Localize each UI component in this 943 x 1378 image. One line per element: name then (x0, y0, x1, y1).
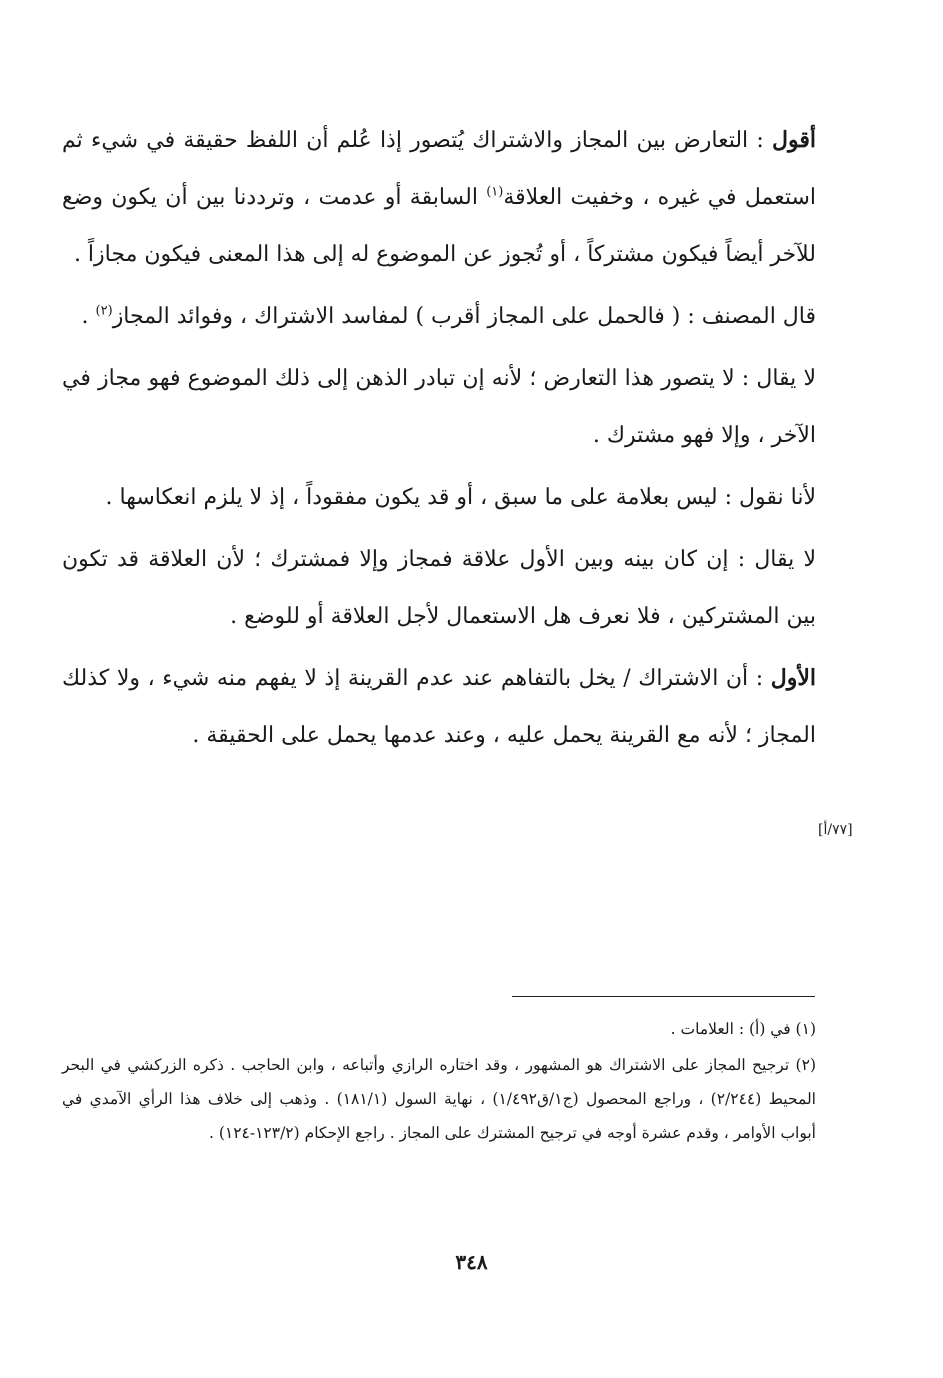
page-number: ٣٤٨ (455, 1250, 488, 1274)
main-text-body (62, 112, 816, 769)
paragraph-3 (62, 350, 816, 464)
footnote-ref-2[interactable]: (٢) (95, 303, 113, 319)
paragraph-6 (62, 650, 816, 764)
paragraph-text: السابقة أو عدمت ، وترددنا بين أن يكون وضع للآخر أيضاً فيكون مشتركاً ، أو تُجوز عن الموضوع له إلى هذا المعنى فيكون مجازاً . (62, 185, 816, 267)
footnotes (62, 1012, 816, 1152)
paragraph-text: لا يقال : لا يتصور هذا التعارض ؛ لأنه إن تبادر الذهن إلى ذلك الموضوع فهو مجاز في الآخر ، وإلا فهو مشترك . (62, 366, 816, 448)
paragraph-4 (62, 469, 816, 526)
paragraph-text: لا يقال : إن كان بينه وبين الأول علاقة فمجاز وإلا فمشترك ؛ لأن العلاقة قد تكون بين المشتركين ، فلا نعرف هل الاستعمال لأجل العلاقة أو للوضع . (62, 547, 816, 629)
footnote-2: (٢) ترجيح المجاز على الاشتراك هو المشهور ، وقد اختاره الرازي وأتباعه ، وابن الحاجب . ذكره الزركشي في البحر المحيط (٢/٢٤٤) ، وراجع المحصول (ج١/ق١/٤٩٢) ، نهاية السول (١٨١/١) . وذهب إلى خلاف هذا الرأي الآمدي في أبواب الأوامر ، وقدم عشرة أوجه في ترجيح المشترك على المجاز . راجع الإحكام (١٢٣/٢-١٢٤) . (62, 1056, 816, 1142)
manuscript-folio-ref: [٧٧/أ] (818, 822, 853, 838)
lead-word: أقول (772, 127, 816, 153)
paragraph-text: . (81, 304, 96, 329)
paragraph-1 (62, 112, 816, 283)
paragraph-2 (62, 288, 816, 345)
paragraph-text: لأنا نقول : ليس بعلامة على ما سبق ، أو قد يكون مفقوداً ، إذ لا يلزم انعكاسها . (105, 485, 816, 510)
paragraph-text: : أن الاشتراك / يخل بالتفاهم عند عدم القرينة إذ لا يفهم منه شيء ، ولا كذلك المجاز ؛ لأنه مع القرينة يحمل عليه ، وعند عدمها يحمل على الحقيقة . (62, 666, 816, 748)
paragraph-text: قال المصنف : ( فالحمل على المجاز أقرب ) لمفاسد الاشتراك ، وفوائد المجاز (112, 304, 816, 329)
paragraph-text: : التعارض بين المجاز والاشتراك يُتصور إذا عُلم أن اللفظ حقيقة في شيء ثم استعمل في غيره ، وخفيت العلاقة (62, 128, 816, 210)
footnote-ref-1[interactable]: (١) (486, 184, 504, 200)
footnote-separator (512, 996, 815, 997)
footnote-1: (١) في (أ) : العلامات . (670, 1020, 816, 1038)
paragraph-5 (62, 531, 816, 645)
lead-word: الأول (770, 665, 817, 691)
